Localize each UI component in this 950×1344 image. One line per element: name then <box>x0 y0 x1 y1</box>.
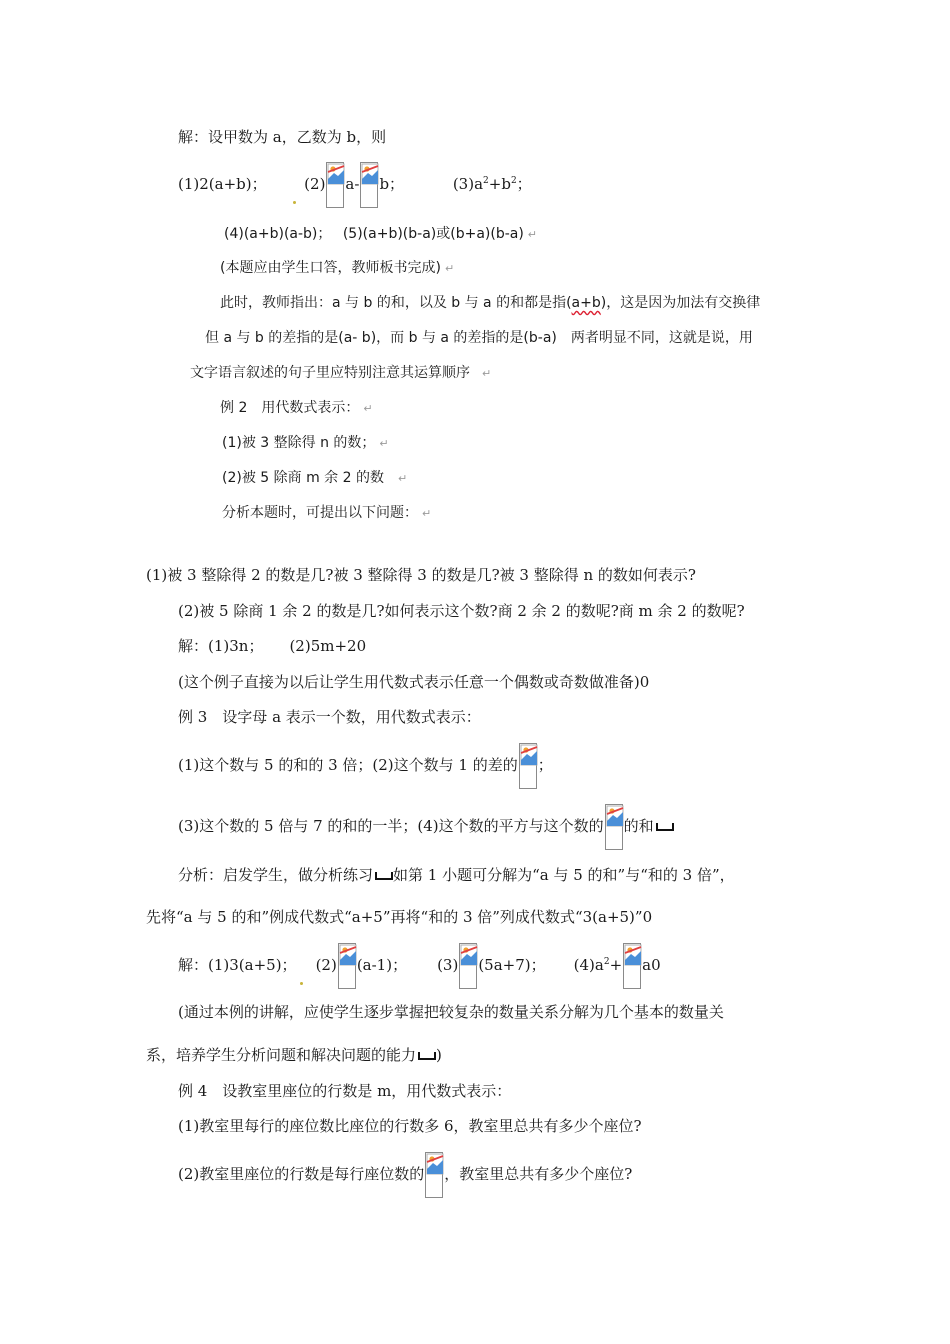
example-3-items-1-2: (1)这个数与 5 的和的 3 倍；(2)这个数与 1 的差的 ； <box>178 742 553 789</box>
example-4-item-1: (1)教室里每行的座位数比座位的行数多 6，教室里总共有多少个座位? <box>178 1117 642 1135</box>
paragraph-mark: ↵ <box>379 437 389 450</box>
paragraph-mark: ↵ <box>444 262 455 275</box>
broken-image-icon <box>326 162 344 208</box>
paragraph-teacher-note-2: 但 a 与 b 的差指的是(a- b)，而 b 与 a 的差指的是(b-a) 两者明显不同，这就是说，用 <box>205 330 753 346</box>
answer-3: $(3)a^2+b^2$； <box>452 175 532 193</box>
example-3-items-3-4: (3)这个数的 5 倍与 7 的和的一半；(4)这个数的平方与这个数的 的和 <box>178 803 674 850</box>
answer-2-text-a: a- <box>345 175 360 193</box>
example-3-analysis-2: 先将“a 与 5 的和”例成代数式“a+5”再将“和的 3 倍”列成代数式“3(a+5)”0 <box>146 908 653 926</box>
broken-image-icon <box>519 743 537 789</box>
paragraph-note: (本题应由学生口答，教师板书完成) ↵ <box>220 260 455 276</box>
answer-2-label: (2) <box>304 175 326 193</box>
paragraph-teacher-note: 此时，教师指出：a 与 b 的和，以及 b 与 a 的和都是指(a+b)，这是因为加法有交换律 <box>220 295 761 311</box>
question-2: (2)被 5 除商 1 余 2 的数是几?如何表示这个数?商 2 余 2 的数呢?商 m 余 2 的数呢? <box>178 602 745 620</box>
stray-mark <box>300 982 303 985</box>
broken-image-icon <box>459 943 477 989</box>
example-2-note: (这个例子直接为以后让学生用代数式表示任意一个偶数或奇数做准备)0 <box>178 673 650 691</box>
example-3-answers: 解：(1)3(a+5)； (2) (a-1)； (3) (5a+7)； $(4)a^2+$ a0 <box>178 942 661 989</box>
example-2-heading: 例 2 用代数式表示： ↵ <box>220 400 373 416</box>
question-1: (1)被 3 整除得 2 的数是几?被 3 整除得 3 的数是几?被 3 整除得 n 的数如何表示? <box>146 566 696 584</box>
broken-image-icon <box>338 943 356 989</box>
paragraph-solution-intro: 解：设甲数为 a，乙数为 b，则 <box>178 128 387 146</box>
stray-mark <box>293 201 296 204</box>
paragraph-teacher-note-3: 文字语言叙述的句子里应特别注意其运算顺序 ↵ <box>190 365 492 381</box>
broken-image-icon <box>360 162 378 208</box>
paragraph-answers-4-5: (4)(a+b)(a-b)； (5)(a+b)(b-a)或(b+a)(b-a) ↵ <box>224 226 538 242</box>
paragraph-answers-1-3 <box>178 162 532 208</box>
space-mark <box>375 872 393 880</box>
example-2-item-2: (2)被 5 除商 m 余 2 的数 ↵ <box>222 470 408 486</box>
paragraph-mark: ↵ <box>397 472 408 485</box>
answer-1: (1)2(a+b)； <box>178 175 267 193</box>
example-4-item-2: (2)教室里座位的行数是每行座位数的 ，教室里总共有多少个座位? <box>178 1151 632 1198</box>
paragraph-mark: ↵ <box>422 507 432 520</box>
example-3-summary: (通过本例的讲解，应使学生逐步掌握把较复杂的数量关系分解为几个基本的数量关 <box>178 1003 724 1021</box>
broken-image-icon <box>605 804 623 850</box>
broken-image-icon <box>425 1152 443 1198</box>
example-3-summary-2: 系，培养学生分析问题和解决问题的能力 ) <box>146 1046 442 1064</box>
example-2-answers: 解：(1)3n； (2)5m+20 <box>178 637 367 655</box>
example-4-heading: 例 4 设教室里座位的行数是 m，用代数式表示： <box>178 1082 512 1100</box>
example-3-analysis: 分析：启发学生，做分析练习 如第 1 小题可分解为“a 与 5 的和”与“和的 3 倍”， <box>178 866 735 884</box>
example-2-analysis: 分析本题时，可提出以下问题： ↵ <box>222 505 432 521</box>
broken-image-icon <box>623 943 641 989</box>
space-mark <box>418 1052 436 1060</box>
space-mark <box>656 823 674 831</box>
example-3-heading: 例 3 设字母 a 表示一个数，用代数式表示： <box>178 708 481 726</box>
answer-2-text-b: b； <box>379 175 405 193</box>
example-2-item-1: (1)被 3 整除得 n 的数； ↵ <box>222 435 389 451</box>
paragraph-mark: ↵ <box>527 228 538 241</box>
paragraph-mark: ↵ <box>482 367 492 380</box>
paragraph-mark: ↵ <box>363 402 373 415</box>
